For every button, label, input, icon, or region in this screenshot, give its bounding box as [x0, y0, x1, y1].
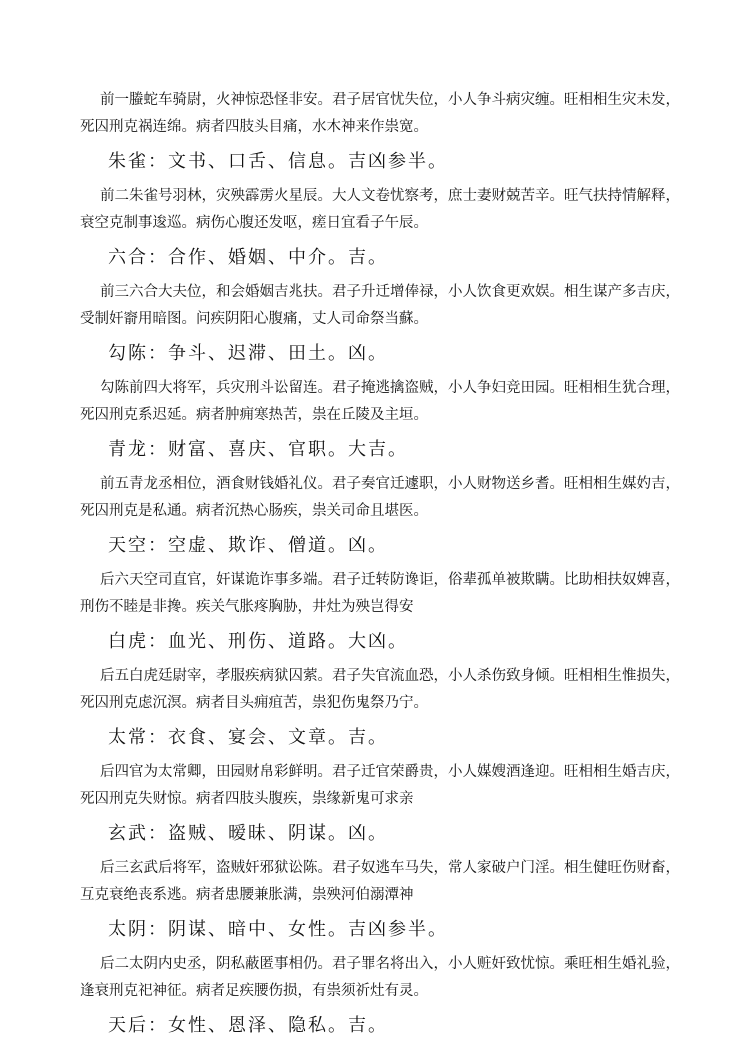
- deity-heading: 天后：女性、恩泽、隐私。吉。: [108, 1015, 388, 1036]
- verse-paragraph: 后三玄武后将军，盗贼奸邪狱讼陈。君子奴逃车马失，常人家破户门淫。相生健旺伤财畜，互克衰绝丧系逃。病者患腰兼胀满，祟殃河伯溺潭神: [80, 860, 680, 903]
- deity-heading: 太常：衣食、宴会、文章。吉。: [108, 727, 388, 748]
- verse-paragraph: 前五青龙丞相位，酒食财钱婚礼仪。君子奏官迁遽职，小人财物送乡耆。旺相相生媒妁吉，死囚刑克是私通。病者沉热心肠疾，祟关司命且堪医。: [80, 476, 680, 519]
- verse-paragraph: 勾陈前四大将军，兵灾刑斗讼留连。君子掩逃擒盗贼，小人争妇竞田园。旺相相生犹合理，死囚刑克系迟延。病者肿痈寒热苦，祟在丘陵及主垣。: [80, 380, 680, 423]
- verse-paragraph: 前三六合大夫位，和会婚姻吉兆扶。君子升迁增俸禄，小人饮食更欢娱。相生谋产多吉庆，受制奸窬用暗图。问疾阴阳心腹痛，丈人司命祭当蘇。: [80, 284, 680, 327]
- deity-heading: 勾陈：争斗、迟滞、田土。凶。: [108, 343, 388, 364]
- verse-paragraph: 后二太阴内史丞，阴私蔽匿事相仍。君子罪名将出入，小人赃奸致忧惊。乘旺相生婚礼验，逢衰刑克祀神征。病者足疾腰伤损，有祟须祈灶有灵。: [80, 956, 680, 999]
- verse-paragraph: 后五白虎廷尉宰，孝服疾病狱囚萦。君子失官流血恐，小人杀伤致身倾。旺相相生惟损失，死囚刑克虑沉溟。病者目头痈疽苦，祟犯伤鬼祭乃宁。: [80, 668, 680, 711]
- deity-heading: 青龙：财富、喜庆、官职。大吉。: [108, 439, 408, 460]
- deity-heading: 白虎：血光、刑伤、道路。大凶。: [108, 631, 408, 652]
- verse-paragraph: 前二朱雀号羽林，灾殃霹雳火星辰。大人文卷忧察考，庶士妻财兢苦辛。旺气扶持情解释，衰空克制事逡巡。病伤心腹还发呕，瘥日宜看子午辰。: [80, 188, 680, 231]
- deity-heading: 六合：合作、婚姻、中介。吉。: [108, 247, 388, 268]
- deity-heading: 天空：空虚、欺诈、僧道。凶。: [108, 535, 388, 556]
- deity-heading: 玄武：盗贼、暧昧、阴谋。凶。: [108, 823, 388, 844]
- verse-paragraph: 后四官为太常卿，田园财帛彩鲜明。君子迁官荣爵贵，小人媒嫂酒逢迎。旺相相生婚吉庆，死囚刑克失财惊。病者四肢头腹疾，祟缘新鬼可求亲: [80, 764, 680, 807]
- deity-heading: 太阴：阴谋、暗中、女性。吉凶参半。: [108, 919, 448, 940]
- verse-paragraph: 后六天空司直官，奸谋诡诈事多端。君子迁转防谗讵，俗辈孤单被欺瞒。比助相扶奴婢喜，刑伤不睦是非搀。疾关气胀疼胸胁，井灶为殃岂得安: [80, 572, 680, 615]
- deity-heading: 朱雀：文书、口舌、信息。吉凶参半。: [108, 151, 448, 172]
- verse-paragraph: 前一螣蛇车骑尉，火神惊恐怪非安。君子居官忧失位，小人争斗病灾缠。旺相相生灾未发，死囚刑克祸连绵。病者四肢头目痛，水木神来作祟宽。: [80, 92, 680, 135]
- document-page: [80, 87, 680, 1047]
